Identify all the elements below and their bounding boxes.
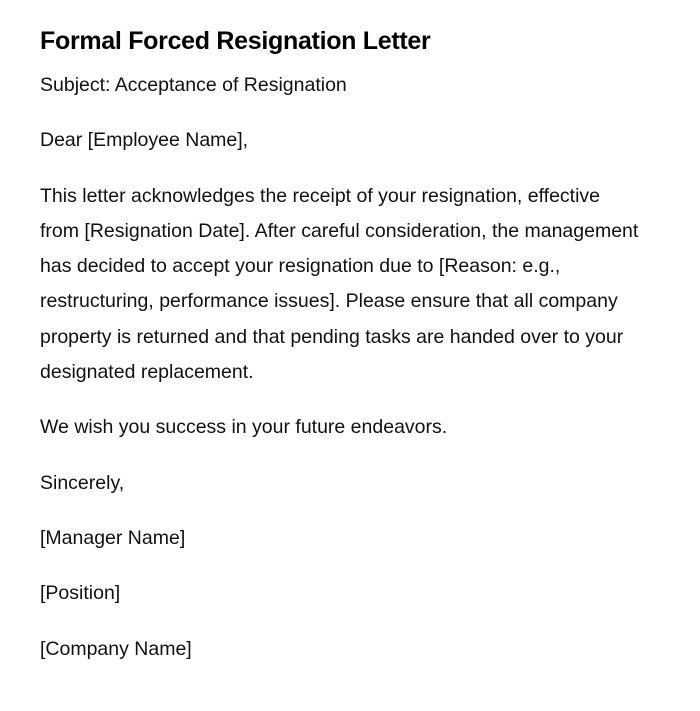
manager-name: [Manager Name] <box>40 526 186 549</box>
sign-off: Sincerely, <box>40 471 125 494</box>
closing-wish: We wish you success in your future endeavors. <box>40 416 448 439</box>
subject-line: Subject: Acceptance of Resignation <box>40 74 347 96</box>
company-name: [Company Name] <box>40 637 192 660</box>
document-title: Formal Forced Resignation Letter <box>40 27 431 55</box>
body-paragraph: This letter acknowledges the receipt of your resignation, effective from [Resignation Date]. After careful consideration, the management has decided to accept your resignation due to [Reason: e.g., restructuring, performance issues]. Please ensure that all company property is returned and that pending tasks are handed over to your designated replacement. <box>40 184 639 384</box>
position: [Position] <box>40 582 121 605</box>
salutation: Dear [Employee Name], <box>40 129 249 152</box>
